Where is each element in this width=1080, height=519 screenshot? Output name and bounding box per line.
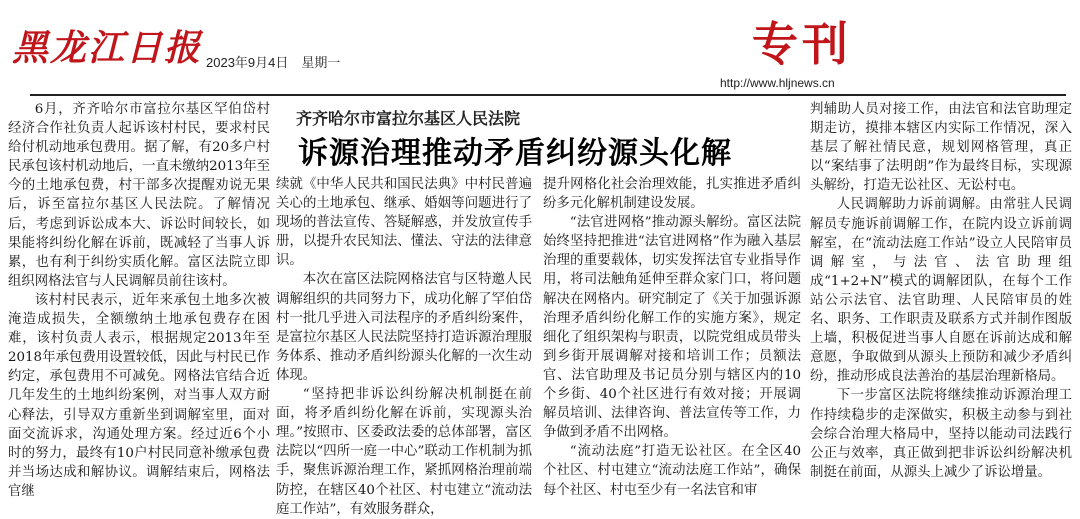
- website-link[interactable]: http://www.hljnews.cn: [720, 76, 835, 90]
- paragraph: 该村村民表示，近年来承包土地多次被淹造成损失，全额缴纳土地承包费存在困难，该村负责人表示，根据规定2013年至2018年承包费用设置较低，因此与村民已作约定，承包费用不可减免。网格法官结合近几年发生的土地纠纷案例，对当事人双方耐心释法，引导双方重新坐到调解室里，面对面交流诉求，沟通处理方案。经过近6个小时的努力，最终有10户村民同意补缴承包费并当场达成和解协议。调解结束后，网格法官继: [8, 292, 270, 499]
- paragraph: 人民调解助力诉前调解。由常驻人民调解员专施诉前调解工作，在院内设立诉前调解室，在“流动法庭工作站”设立人民陪审员调解室，与法官、法官助理组成“1+2+N”模式的调解团队，在每个工作站公示法官、法官助理、人民陪审员的姓名、职务、工作职责及联系方式并制作图版上墙，积极促进当事人自愿在诉前达成和解意愿，争取做到从源头上预防和减少矛盾纠纷，推动形成良法善治的基层治理新格局。: [810, 197, 1072, 385]
- header-rule: [30, 94, 1066, 96]
- article-headline: 诉源治理推动矛盾纠纷源头化解: [298, 136, 732, 171]
- section-title: 专刊: [752, 17, 852, 71]
- issue-date: 2023年9月4日 星期一: [206, 55, 341, 70]
- text-column-3: [543, 175, 801, 510]
- paragraph: 本次在富区法院网格法官与区特邀人民调解组织的共同努力下，成功化解了罕伯岱村一批几乎进入司法程序的矛盾纠纷案件，是富拉尔基区人民法院坚持打造诉源治理服务体系、推动矛盾纠纷源头化解的一次生动体现。: [276, 272, 532, 383]
- paragraph: “法官进网格”推动源头解纷。富区法院始终坚持把推进“法官进网格”作为融入基层治理的重要载体，切实发挥法官专业指导作用，将司法触角延伸至群众家门口，将问题解决在网格内。研究制定了《关于加强诉源治理矛盾纠纷化解工作的实施方案》，规定细化了组织架构与职责，以院党组成员带头到乡街开展调解对接和培训工作；员额法官、法官助理及书记员分别与辖区内的10个乡街、40个社区进行有效对接；开展调解员培训、法律咨询、普法宣传等工作，力争做到矛盾不出网格。: [543, 215, 801, 441]
- paragraph: 提升网格化社会治理效能，扎实推进矛盾纠纷多元化解机制建设发展。: [543, 177, 801, 212]
- newspaper-masthead: 黑龙江日报: [12, 27, 203, 69]
- paragraph: “坚持把非诉讼纠纷解决机制挺在前面，将矛盾纠纷化解在诉前，实现源头治理。”按照市、区委政法委的总体部署，富区法院以“四所一庭一中心”联动工作机制为抓手，聚焦诉源治理工作，紧抓网格治理前端防控，在辖区40个社区、村屯建立“流动法庭工作站”，有效服务群众，: [276, 387, 532, 517]
- paragraph: 下一步富区法院将继续推动诉源治理工作持续稳步的走深做实，积极主动参与到社会综合治理大格局中，坚持以能动司法践行公正与效率，真正做到把非诉讼纠纷解决机制挺在前面，从源头上减少了诉讼增量。: [810, 388, 1072, 480]
- text-column-2: [276, 175, 532, 517]
- text-column-4: [810, 100, 1072, 510]
- paragraph: 判辅助人员对接工作，由法官和法官助理定期走访，摸排本辖区内实际工作情况，深入基层了解社情民意，规划网格管理，真正以“案结事了法明朗”作为最终目标，实现源头解纷，打造无讼社区、无讼村屯。: [810, 102, 1072, 194]
- paragraph: 6月，齐齐哈尔市富拉尔基区罕伯岱村经济合作社负责人起诉该村村民，要求村民给付机动地承包费用。据了解，有20多户村民承包该村机动地后，一直未缴纳2013年至今的土地承包费，村干部多次提醒劝说无果后，诉至富拉尔基区人民法院。了解情况后，考虑到诉讼成本大、诉讼时间较长，如果能将纠纷化解在诉前，既减轻了当事人诉累，也有利于纠纷实质化解。富区法院立即组织网格法官与人民调解员前往该村。: [8, 102, 270, 289]
- article-subtitle: 齐齐哈尔市富拉尔基区人民法院: [296, 109, 521, 128]
- headline-block: [272, 100, 802, 178]
- paragraph: “流动法庭”打造无讼社区。在全区40个社区、村屯建立“流动法庭工作站”，确保每个社区、村屯至少有一名法官和审: [543, 444, 801, 498]
- text-column-1: [8, 100, 270, 510]
- paragraph: 续就《中华人民共和国民法典》中村民普遍关心的土地承包、继承、婚姻等问题进行了现场的普法宣传、答疑解惑，并发放宣传手册，以提升农民知法、懂法、守法的法律意识。: [276, 177, 532, 269]
